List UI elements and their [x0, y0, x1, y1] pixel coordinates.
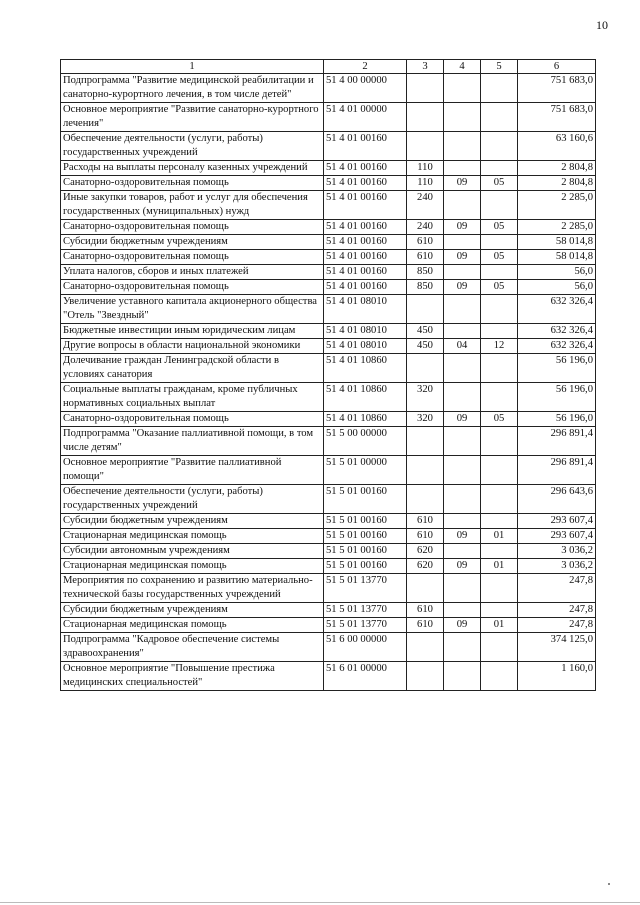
cell-code: 51 4 01 10860 — [324, 354, 407, 383]
cell-c4: 09 — [444, 280, 481, 295]
cell-c6: 293 607,4 — [518, 529, 596, 544]
cell-c3 — [407, 295, 444, 324]
cell-c5: 01 — [481, 529, 518, 544]
cell-name: Бюджетные инвестиции иным юридическим лицам — [61, 324, 324, 339]
cell-name: Основное мероприятие "Развитие паллиативной помощи" — [61, 456, 324, 485]
cell-code: 51 5 01 00000 — [324, 456, 407, 485]
cell-c6: 58 014,8 — [518, 235, 596, 250]
cell-name: Санаторно-оздоровительная помощь — [61, 280, 324, 295]
table-row — [61, 235, 596, 250]
header-col-1: 1 — [61, 60, 324, 74]
cell-code: 51 4 00 00000 — [324, 74, 407, 103]
table-row — [61, 514, 596, 529]
cell-c4 — [444, 383, 481, 412]
table-row — [61, 383, 596, 412]
cell-c5 — [481, 265, 518, 280]
cell-code: 51 5 01 00160 — [324, 485, 407, 514]
table-row — [61, 412, 596, 427]
cell-c6: 56 196,0 — [518, 412, 596, 427]
cell-name: Уплата налогов, сборов и иных платежей — [61, 265, 324, 280]
cell-c6: 751 683,0 — [518, 103, 596, 132]
cell-code: 51 4 01 00160 — [324, 280, 407, 295]
table-row — [61, 74, 596, 103]
cell-code: 51 5 01 13770 — [324, 618, 407, 633]
cell-c6: 58 014,8 — [518, 250, 596, 265]
cell-c3: 110 — [407, 176, 444, 191]
header-col-2: 2 — [324, 60, 407, 74]
cell-c4: 09 — [444, 559, 481, 574]
cell-name: Субсидии бюджетным учреждениям — [61, 603, 324, 618]
cell-c6: 56 196,0 — [518, 354, 596, 383]
cell-c5 — [481, 662, 518, 691]
table-row — [61, 280, 596, 295]
cell-c6: 632 326,4 — [518, 295, 596, 324]
table-row — [61, 544, 596, 559]
cell-c5 — [481, 633, 518, 662]
cell-name: Стационарная медицинская помощь — [61, 529, 324, 544]
cell-name: Санаторно-оздоровительная помощь — [61, 412, 324, 427]
cell-c3: 850 — [407, 280, 444, 295]
cell-c5 — [481, 485, 518, 514]
cell-c5 — [481, 324, 518, 339]
cell-c3: 610 — [407, 618, 444, 633]
cell-c5 — [481, 191, 518, 220]
cell-name: Другие вопросы в области национальной экономики — [61, 339, 324, 354]
cell-c6: 2 804,8 — [518, 161, 596, 176]
cell-c5: 05 — [481, 280, 518, 295]
cell-c3: 450 — [407, 339, 444, 354]
cell-c6: 293 607,4 — [518, 514, 596, 529]
cell-c4 — [444, 427, 481, 456]
cell-c3: 240 — [407, 220, 444, 235]
cell-c5 — [481, 383, 518, 412]
cell-c4: 09 — [444, 220, 481, 235]
cell-c6: 63 160,6 — [518, 132, 596, 161]
cell-c3: 850 — [407, 265, 444, 280]
cell-c6: 56 196,0 — [518, 383, 596, 412]
cell-name: Субсидии бюджетным учреждениям — [61, 235, 324, 250]
table-row — [61, 574, 596, 603]
cell-c6: 3 036,2 — [518, 559, 596, 574]
cell-c4: 09 — [444, 250, 481, 265]
cell-c5: 05 — [481, 412, 518, 427]
cell-c3: 610 — [407, 529, 444, 544]
cell-c6: 2 804,8 — [518, 176, 596, 191]
cell-c4 — [444, 485, 481, 514]
cell-c5 — [481, 456, 518, 485]
cell-c4 — [444, 324, 481, 339]
cell-c3 — [407, 354, 444, 383]
cell-c6: 1 160,0 — [518, 662, 596, 691]
cell-name: Социальные выплаты гражданам, кроме публичных нормативных социальных выплат — [61, 383, 324, 412]
cell-c3: 320 — [407, 383, 444, 412]
table-row — [61, 618, 596, 633]
cell-c3 — [407, 456, 444, 485]
cell-c5: 05 — [481, 176, 518, 191]
cell-c6: 296 891,4 — [518, 427, 596, 456]
cell-c5 — [481, 354, 518, 383]
cell-c6: 296 643,6 — [518, 485, 596, 514]
cell-c3 — [407, 485, 444, 514]
cell-code: 51 5 01 00160 — [324, 514, 407, 529]
cell-name: Обеспечение деятельности (услуги, работы) государственных учреждений — [61, 132, 324, 161]
table-row — [61, 456, 596, 485]
cell-c6: 632 326,4 — [518, 339, 596, 354]
cell-c3 — [407, 662, 444, 691]
header-col-5: 5 — [481, 60, 518, 74]
cell-c6: 247,8 — [518, 574, 596, 603]
cell-name: Увеличение уставного капитала акционерного общества "Отель "Звездный" — [61, 295, 324, 324]
header-col-6: 6 — [518, 60, 596, 74]
cell-code: 51 4 01 00160 — [324, 161, 407, 176]
cell-code: 51 4 01 08010 — [324, 324, 407, 339]
cell-c6: 3 036,2 — [518, 544, 596, 559]
table-row — [61, 132, 596, 161]
cell-code: 51 4 01 00160 — [324, 220, 407, 235]
cell-c4 — [444, 74, 481, 103]
cell-name: Подпрограмма "Оказание паллиативной помощи, в том числе детям" — [61, 427, 324, 456]
cell-name: Обеспечение деятельности (услуги, работы) государственных учреждений — [61, 485, 324, 514]
cell-c4 — [444, 103, 481, 132]
cell-c5 — [481, 603, 518, 618]
cell-c4 — [444, 574, 481, 603]
scan-dot — [608, 883, 610, 885]
cell-c5 — [481, 427, 518, 456]
cell-code: 51 4 01 00160 — [324, 235, 407, 250]
cell-c3 — [407, 132, 444, 161]
cell-code: 51 4 01 00160 — [324, 176, 407, 191]
cell-c4 — [444, 354, 481, 383]
cell-c5: 05 — [481, 220, 518, 235]
cell-code: 51 4 01 00000 — [324, 103, 407, 132]
cell-c3 — [407, 74, 444, 103]
cell-c6: 247,8 — [518, 618, 596, 633]
table-row — [61, 559, 596, 574]
cell-c4 — [444, 544, 481, 559]
cell-c5 — [481, 103, 518, 132]
cell-name: Основное мероприятие "Повышение престижа медицинских специальностей" — [61, 662, 324, 691]
cell-name: Субсидии автономным учреждениям — [61, 544, 324, 559]
table-row — [61, 324, 596, 339]
cell-c5 — [481, 161, 518, 176]
cell-name: Субсидии бюджетным учреждениям — [61, 514, 324, 529]
cell-c4 — [444, 191, 481, 220]
cell-c4 — [444, 456, 481, 485]
cell-code: 51 4 01 08010 — [324, 295, 407, 324]
cell-c6: 632 326,4 — [518, 324, 596, 339]
cell-code: 51 4 01 00160 — [324, 250, 407, 265]
cell-c3: 240 — [407, 191, 444, 220]
table-row — [61, 191, 596, 220]
table-row — [61, 603, 596, 618]
cell-c5 — [481, 514, 518, 529]
cell-code: 51 4 01 00160 — [324, 191, 407, 220]
cell-name: Расходы на выплаты персоналу казенных учреждений — [61, 161, 324, 176]
cell-c3: 110 — [407, 161, 444, 176]
cell-code: 51 6 01 00000 — [324, 662, 407, 691]
table-header-row — [61, 60, 596, 74]
cell-name: Мероприятия по сохранению и развитию материально-технической базы государственных учреждений — [61, 574, 324, 603]
cell-c5: 01 — [481, 618, 518, 633]
cell-c4: 09 — [444, 618, 481, 633]
cell-code: 51 4 01 08010 — [324, 339, 407, 354]
cell-name: Подпрограмма "Развитие медицинской реабилитации и санаторно-курортного лечения, в том числе детей" — [61, 74, 324, 103]
cell-c4: 09 — [444, 529, 481, 544]
cell-c6: 2 285,0 — [518, 220, 596, 235]
table-row — [61, 220, 596, 235]
table-row — [61, 339, 596, 354]
cell-c3: 610 — [407, 250, 444, 265]
cell-c4: 09 — [444, 176, 481, 191]
cell-name: Стационарная медицинская помощь — [61, 618, 324, 633]
cell-c4: 04 — [444, 339, 481, 354]
cell-c6: 247,8 — [518, 603, 596, 618]
cell-code: 51 4 01 00160 — [324, 265, 407, 280]
cell-name: Долечивание граждан Ленинградской области в условиях санатория — [61, 354, 324, 383]
cell-c4 — [444, 633, 481, 662]
table-row — [61, 662, 596, 691]
cell-c4 — [444, 662, 481, 691]
cell-code: 51 4 01 00160 — [324, 132, 407, 161]
cell-c3: 620 — [407, 559, 444, 574]
cell-c4 — [444, 603, 481, 618]
cell-name: Санаторно-оздоровительная помощь — [61, 176, 324, 191]
cell-c5 — [481, 74, 518, 103]
cell-name: Санаторно-оздоровительная помощь — [61, 220, 324, 235]
cell-name: Санаторно-оздоровительная помощь — [61, 250, 324, 265]
cell-c3: 620 — [407, 544, 444, 559]
cell-name: Подпрограмма "Кадровое обеспечение системы здравоохранения" — [61, 633, 324, 662]
page-number: 10 — [596, 18, 608, 32]
cell-c3 — [407, 427, 444, 456]
cell-c4 — [444, 235, 481, 250]
cell-c4 — [444, 265, 481, 280]
cell-c3: 450 — [407, 324, 444, 339]
table-row — [61, 103, 596, 132]
budget-table — [60, 59, 596, 691]
table-row — [61, 427, 596, 456]
cell-c4 — [444, 514, 481, 529]
table-row — [61, 250, 596, 265]
cell-code: 51 5 00 00000 — [324, 427, 407, 456]
cell-c6: 296 891,4 — [518, 456, 596, 485]
cell-c6: 56,0 — [518, 280, 596, 295]
cell-code: 51 6 00 00000 — [324, 633, 407, 662]
header-col-4: 4 — [444, 60, 481, 74]
cell-code: 51 5 01 00160 — [324, 529, 407, 544]
table-row — [61, 633, 596, 662]
cell-c4: 09 — [444, 412, 481, 427]
cell-c5: 05 — [481, 250, 518, 265]
cell-c5 — [481, 295, 518, 324]
cell-c6: 56,0 — [518, 265, 596, 280]
table-row — [61, 354, 596, 383]
cell-c4 — [444, 132, 481, 161]
cell-name: Основное мероприятие "Развитие санаторно-курортного лечения" — [61, 103, 324, 132]
cell-c5 — [481, 235, 518, 250]
table-row — [61, 295, 596, 324]
cell-code: 51 5 01 13770 — [324, 574, 407, 603]
cell-c3 — [407, 103, 444, 132]
cell-code: 51 4 01 10860 — [324, 412, 407, 427]
cell-c5: 01 — [481, 559, 518, 574]
budget-table-body — [61, 60, 596, 691]
cell-c5 — [481, 574, 518, 603]
cell-c6: 374 125,0 — [518, 633, 596, 662]
cell-c4 — [444, 295, 481, 324]
cell-code: 51 5 01 13770 — [324, 603, 407, 618]
cell-c5: 12 — [481, 339, 518, 354]
cell-c3 — [407, 633, 444, 662]
cell-c5 — [481, 132, 518, 161]
cell-c3: 610 — [407, 603, 444, 618]
cell-name: Иные закупки товаров, работ и услуг для обеспечения государственных (муниципальных) нужд — [61, 191, 324, 220]
table-row — [61, 161, 596, 176]
cell-c5 — [481, 544, 518, 559]
table-row — [61, 485, 596, 514]
cell-code: 51 5 01 00160 — [324, 544, 407, 559]
cell-c3 — [407, 574, 444, 603]
cell-c4 — [444, 161, 481, 176]
cell-c6: 751 683,0 — [518, 74, 596, 103]
cell-c3: 320 — [407, 412, 444, 427]
cell-c6: 2 285,0 — [518, 191, 596, 220]
table-row — [61, 265, 596, 280]
cell-code: 51 4 01 10860 — [324, 383, 407, 412]
cell-c3: 610 — [407, 235, 444, 250]
cell-code: 51 5 01 00160 — [324, 559, 407, 574]
cell-c3: 610 — [407, 514, 444, 529]
header-col-3: 3 — [407, 60, 444, 74]
scan-edge-line — [0, 902, 640, 903]
table-row — [61, 529, 596, 544]
table-row — [61, 176, 596, 191]
cell-name: Стационарная медицинская помощь — [61, 559, 324, 574]
